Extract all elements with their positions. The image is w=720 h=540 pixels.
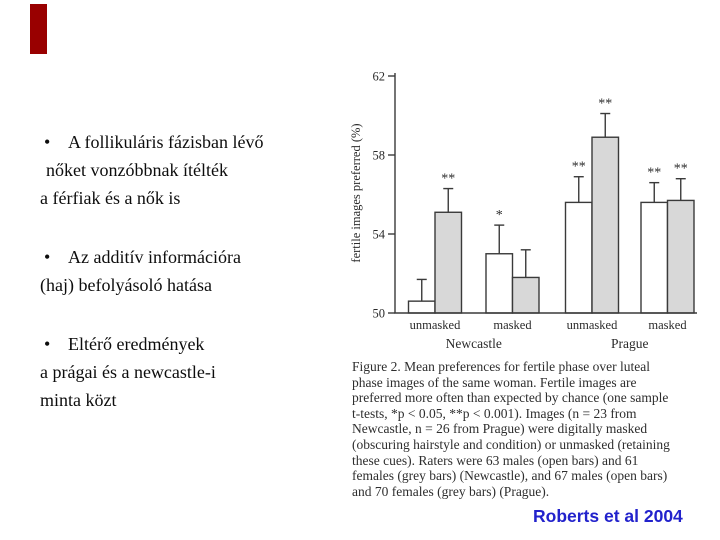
bar-open — [486, 254, 513, 313]
bar-grey — [513, 277, 540, 313]
caption-line: preferred more often than expected by chance (one sample — [352, 390, 669, 406]
y-tick-label: 58 — [372, 148, 385, 163]
bullet-line: Eltérő eredmények — [68, 334, 205, 354]
bullet-line: (haj) befolyásoló hatása — [40, 275, 212, 295]
x-tick-label: unmasked — [566, 318, 618, 332]
bullet-icon: • — [44, 132, 51, 152]
accent-bar — [30, 4, 47, 54]
bullet-line: nőket vonzóbbnak ítélték — [46, 160, 228, 180]
significance-marker: ** — [647, 165, 662, 181]
bar-open — [566, 202, 593, 313]
significance-marker: ** — [598, 96, 613, 112]
bullet-icon: • — [44, 334, 51, 354]
bullet-line: A follikuláris fázisban lévő — [68, 132, 264, 152]
y-tick-label: 50 — [372, 306, 385, 321]
bar-grey — [592, 137, 619, 313]
bar-chart — [345, 55, 705, 355]
x-tick-label: masked — [648, 318, 687, 332]
caption-line: (obscuring hairstyle and condition) or unmasked (retaining — [352, 436, 670, 452]
significance-marker: ** — [571, 159, 586, 175]
bar-grey — [435, 212, 462, 313]
caption-line: Newcastle, n = 26 from Prague) were digitally masked — [352, 421, 648, 437]
y-axis-label: fertile images preferred (%) — [349, 123, 363, 263]
group-label: Prague — [611, 336, 649, 351]
caption-line: and 70 females (grey bars) (Prague). — [352, 483, 550, 499]
bullet-icon: • — [44, 247, 51, 267]
bar-open — [641, 202, 668, 313]
bar-grey — [668, 200, 695, 313]
caption-line: t-tests, *p < 0.05, **p < 0.001). Images (n = 23 from — [352, 405, 637, 421]
caption-line: females (grey bars) (Newcastle), and 67 males (open bars) — [352, 468, 668, 484]
significance-marker: * — [495, 208, 503, 224]
y-tick-label: 62 — [372, 69, 385, 84]
citation: Roberts et al 2004 — [533, 506, 683, 526]
y-tick-label: 54 — [372, 227, 385, 242]
bullet-line: Az additív információra — [68, 247, 241, 267]
bar-open — [409, 301, 436, 313]
significance-marker: ** — [441, 171, 456, 187]
caption-line: Figure 2. Mean preferences for fertile phase over luteal — [352, 359, 650, 374]
caption-line: phase images of the same woman. Fertile images are — [352, 374, 637, 390]
x-tick-label: masked — [493, 318, 532, 332]
x-tick-label: unmasked — [409, 318, 461, 332]
bullet-line: a férfiak és a nők is — [40, 188, 181, 208]
bullet-line: a prágai és a newcastle-i — [40, 362, 216, 382]
bullet-line: minta közt — [40, 390, 117, 410]
figure-caption — [352, 359, 714, 499]
significance-marker: ** — [673, 161, 688, 177]
caption-line: these cues). Raters were 63 males (open bars) and 61 — [352, 452, 639, 468]
group-label: Newcastle — [445, 336, 502, 351]
